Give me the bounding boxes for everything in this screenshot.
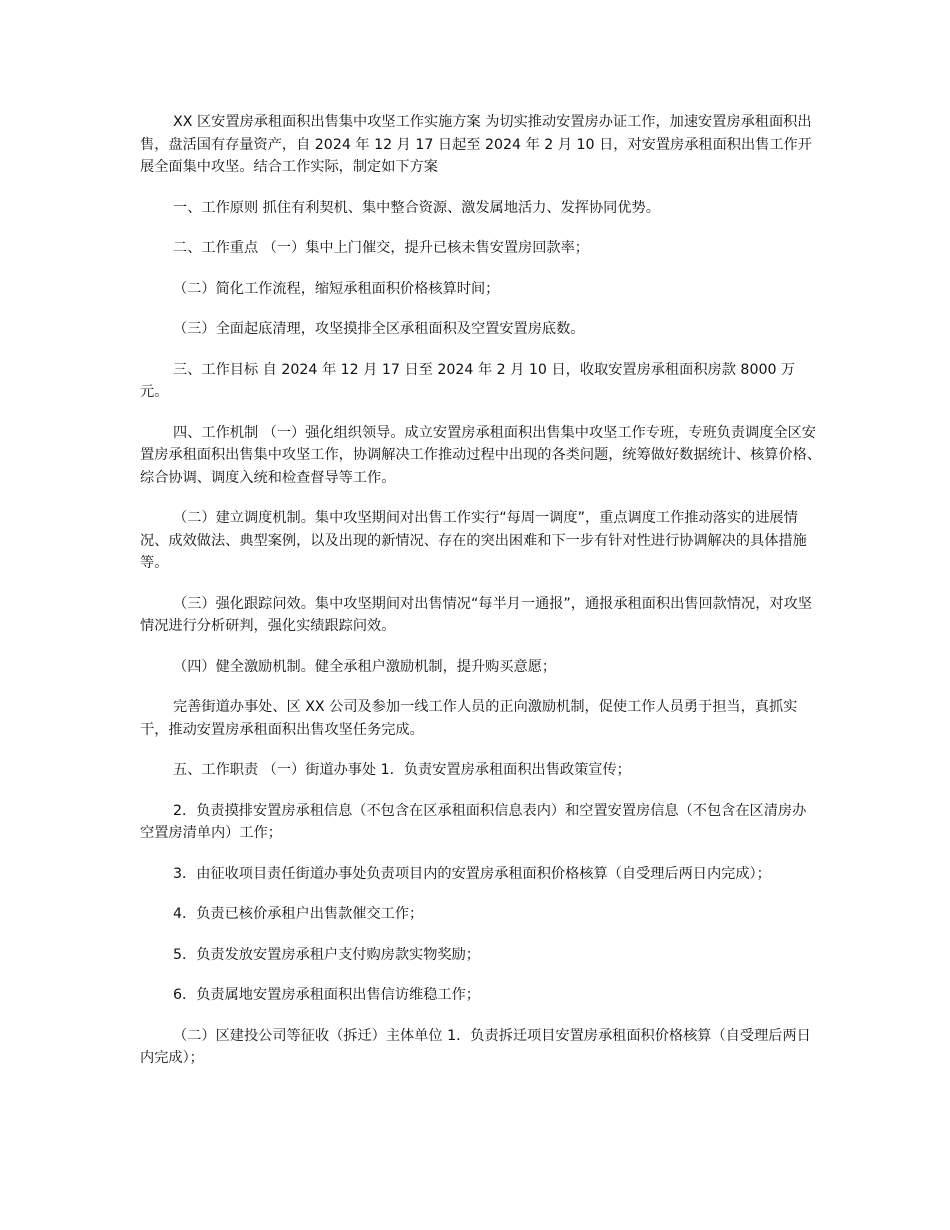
paragraph-mechanism-1: 四、工作机制 （一）强化组织领导。成立安置房承租面积出售集中攻坚工作专班，专班负责调度全区安置房承租面积出售集中攻坚工作，协调解决工作推动过程中出现的各类问题，统筹做好数据统计、核算价格、综合协调、调度入统和检查督导等工作。 [140,424,822,486]
paragraph-duties-street-4: 4．负责已核价承租户出售款催交工作； [173,906,424,922]
paragraph-work-principle: 一、工作原则 抓住有利契机、集中整合资源、激发属地活力、发挥协同优势。 [173,199,660,216]
document-body [140,111,820,1088]
paragraph-work-focus-2: （二）简化工作流程，缩短承租面积价格核算时间； [173,280,500,297]
paragraph-work-focus-1: 二、工作重点 （一）集中上门催交，提升已核未售安置房回款率； [173,240,589,256]
paragraph-duties-street-1: 五、工作职责 （一）街道办事处 1．负责安置房承租面积出售政策宣传； [173,762,631,778]
paragraph-mechanism-3: （三）强化跟踪问效。集中攻坚期间对出售情况“每半月一通报”，通报承租面积出售回款情况，对攻坚情况进行分析研判，强化实绩跟踪问效。 [140,595,812,634]
paragraph-work-goal: 三、工作目标 自 2024 年 12 月 17 日至 2024 年 2 月 10 日，收取安置房承租面积房款 8000 万元。 [140,361,796,400]
paragraph-duties-street-5: 5．负责发放安置房承租户支付购房款实物奖励； [173,946,480,963]
paragraph-duties-street-3: 3．由征收项目责任街道办事处负责项目内的安置房承租面积价格核算（自受理后两日内完成）； [173,865,771,882]
paragraph-duties-construction-1: （二）区建投公司等征收（拆迁）主体单位 1．负责拆迁项目安置房承租面积价格核算（自受理后两日内完成）； [140,1027,811,1066]
paragraph-duties-street-6: 6．负责属地安置房承租面积出售信访维稳工作； [173,987,480,1003]
paragraph-mechanism-4: （四）健全激励机制。健全承租户激励机制，提升购买意愿； [173,658,557,675]
paragraph-duties-street-2: 2．负责摸排安置房承租信息（不包含在区承租面积信息表内）和空置安置房信息（不包含在区清房办空置房清单内）工作； [140,802,807,841]
paragraph-work-focus-3: （三）全面起底清理，攻坚摸排全区承租面积及空置安置房底数。 [173,321,585,337]
paragraph-intro: XX 区安置房承租面积出售集中攻坚工作实施方案 为切实推动安置房办证工作，加速安置房承租面积出售，盘活国有存量资产，自 2024 年 12 月 17 日起至 2024 年 2 月 10 日，对安置房承租面积出售工作开展全面集中攻坚。结合工作实际，制定如下方案 [140,114,812,175]
paragraph-incentive: 完善街道办事处、区 XX 公司及参加一线工作人员的正向激励机制，促使工作人员勇于担当，真抓实干，推动安置房承租面积出售攻坚任务完成。 [140,699,798,738]
paragraph-mechanism-2: （二）建立调度机制。集中攻坚期间对出售工作实行“每周一调度”，重点调度工作推动落实的进展情况、成效做法、典型案例，以及出现的新情况、存在的突出困难和下一步有针对性进行协调解决的具体措施等。 [140,510,807,571]
